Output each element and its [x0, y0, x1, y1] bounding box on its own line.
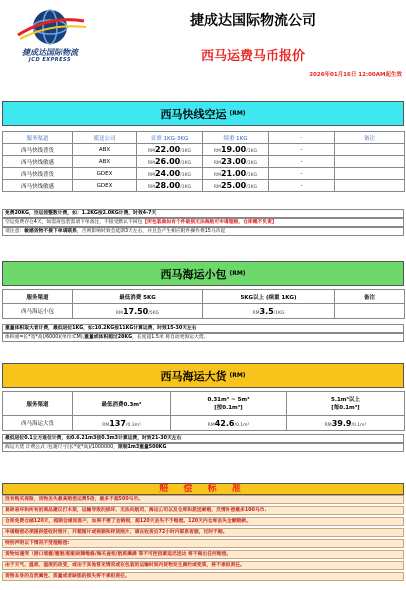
cell-dash: -	[269, 144, 335, 156]
table-row	[3, 144, 405, 156]
small-parcel-note-2: 体积重=长*宽*高(/6000)(单位:CM),重量或体积超过28KG，长度超1.5米 将自动更海运大货。	[2, 333, 404, 342]
cell-first-weight: RM28.00/1KG	[137, 180, 203, 192]
column-header: 服务渠道	[3, 392, 73, 416]
cell-continued-weight: RM21.00/1KG	[203, 168, 269, 180]
table-header-row	[3, 290, 405, 304]
cell-dash: -	[269, 180, 335, 192]
cell-large-volume-price: RM39.9/0.1m³	[287, 416, 405, 431]
cell-company: GDEX	[73, 168, 137, 180]
compensation-line: 特别声明以下情况不受理赔偿:	[2, 539, 404, 548]
compensation-line: 货物本身的自然属性、质量或者缺陷的损失将不承担责任。	[2, 572, 404, 581]
column-header: 5KG以上 (续重 1KG)	[203, 290, 335, 304]
cell-first-weight: RM22.00/1KG	[137, 144, 203, 156]
small-parcel-price-table	[2, 289, 405, 319]
cell-continued-weight: RM23.00/1KG	[203, 156, 269, 168]
big-cargo-section-unit: (RM)	[229, 372, 246, 379]
column-header: 服务渠道	[3, 132, 73, 144]
cell-continued-weight: RM25.00/1KG	[203, 180, 269, 192]
column-header: 续重 1KG	[203, 132, 269, 144]
cell-company: ABX	[73, 144, 137, 156]
air-note-3: 请注意：敏感货物不接下单请联系，否则影响时效会延期3天左右，并且会产生相应附件操作费15马币起	[2, 227, 404, 236]
air-price-table	[2, 131, 405, 192]
cell-company: GDEX	[73, 180, 137, 192]
column-header: 服务渠道	[3, 290, 73, 304]
cell-first-weight: RM26.00/1KG	[137, 156, 203, 168]
table-row	[3, 304, 405, 319]
compensation-line: 易碎易坏和所有的商品建议打木架，运输导致的损坏、无法向航司、海运公司以及仓库和派送索赔，反情补偿最多100马币.	[2, 506, 404, 515]
big-cargo-note-1: 最低进位0.1立方进位计费，如0.6.21m3按0.3m3计算运费，时效21-30天左右	[2, 434, 404, 443]
cell-channel: 西马快线普货	[3, 144, 73, 156]
air-section-header	[2, 101, 404, 126]
column-header: 0.31m³ ~ 5m³ [按0.1m³]	[171, 392, 287, 416]
cell-channel: 西马快线敏感	[3, 156, 73, 168]
cell-min-charge: RM17.50/5KG	[73, 304, 203, 319]
table-row	[3, 416, 405, 431]
cell-remark	[335, 168, 405, 180]
logo-chinese-name: 捷成达国际物流	[22, 48, 78, 57]
table-row	[3, 156, 405, 168]
big-cargo-price-table	[2, 391, 405, 431]
small-parcel-section-unit: (RM)	[229, 270, 246, 277]
cell-channel: 西马快线普货	[3, 168, 73, 180]
logo-english-name: JCD EXPRESS	[28, 57, 72, 63]
table-row	[3, 168, 405, 180]
table-row	[3, 180, 405, 192]
air-section-unit: (RM)	[229, 110, 246, 117]
cell-channel: 西马海运小包	[3, 304, 73, 319]
cell-continued-weight: RM3.5/1KG	[203, 304, 335, 319]
cell-continued-weight: RM19.00/1KG	[203, 144, 269, 156]
company-name: 捷成达国际物流公司	[190, 13, 316, 29]
column-header: 派送公司	[73, 132, 137, 144]
column-header: 最低消费 5KG	[73, 290, 203, 304]
compensation-line: 没有购买保险，货物丢失最高赔偿运费5倍，最多不超500马币。	[2, 495, 404, 504]
company-logo	[4, 5, 96, 67]
compensation-line: 由于天气、温度、湿度的改变，或由于其他常见情况或在包装的运输时间内货物发生腐烂或变质，将不承担责任。	[2, 561, 404, 570]
cell-mid-volume-price: RM42.6/0.1m³	[171, 416, 287, 431]
column-header: 最低消费0.3m³	[73, 392, 171, 416]
globe-logo-icon	[4, 5, 96, 49]
air-section-title: 西马快线空运	[160, 107, 227, 121]
table-header-row	[3, 132, 405, 144]
table-header-row	[3, 392, 405, 416]
column-header: 备注	[335, 132, 405, 144]
page-title: 西马运费马币报价	[200, 49, 305, 64]
small-parcel-section-header	[2, 261, 404, 286]
big-cargo-section-title: 西马海运大货	[160, 369, 227, 383]
cell-remark	[335, 144, 405, 156]
column-header: 备注	[335, 290, 405, 304]
small-parcel-note-1: 重量体积取大者计费，最低进位1KG，如:10.2KG按11KG计算运费，时效15-30天左右	[2, 324, 404, 333]
air-note-1: 免费20KG，空运按整数计费，如：1.2KG按2.0KG计费，时效4-7天	[2, 209, 404, 218]
compensation-line: 仓库免费仓储120天，超期会通知客户，如果不要了会销毁，超120天丢失不予赔偿。120天内仓库丢失全额赔款。	[2, 517, 404, 526]
big-cargo-section-header	[2, 363, 404, 388]
column-header: -	[269, 132, 335, 144]
cell-channel: 西马海运大货	[3, 416, 73, 431]
cell-min-charge: RM137/0.3m³	[73, 416, 171, 431]
small-parcel-section-title: 西马海运小包	[160, 267, 227, 281]
big-cargo-note-2: 海运大货 计费公式 :包裹尺寸(长*宽*高)/1000000，限制1m3重量500KG	[2, 443, 404, 452]
cell-remark	[335, 180, 405, 192]
column-header: 首重 1KG-3KG	[137, 132, 203, 144]
column-header: 5.1m³以上 [每0.1m³]	[287, 392, 405, 416]
cell-dash: -	[269, 156, 335, 168]
compensation-header: 赔 偿 标 准	[2, 483, 404, 495]
compensation-line: 申请赔偿必须提供签收时照片、开箱图片或视频和样货照片，请在收货后72小时内联系客服，过时不赔。	[2, 528, 404, 537]
cell-dash: -	[269, 168, 335, 180]
air-note-2: 空运免费存仓4天，如需再包装需请下单备注，不接受默认不回包【所包装裁如有个件破损无法海航可申请理赔，仓库概不负责】	[2, 218, 404, 227]
cell-company: ABX	[73, 156, 137, 168]
compensation-line: 货物如遇突（港口堵塞/塞港/船舶故障维修/海关查柜/航班爆满 等不可控因素延迟送达 将不做出任何赔偿。	[2, 550, 404, 559]
cell-channel: 西马快线敏感	[3, 180, 73, 192]
effective-date: 2026年01月16日 12:00AM起生效	[309, 72, 402, 78]
cell-remark	[335, 156, 405, 168]
cell-remark	[335, 304, 405, 319]
cell-first-weight: RM24.00/1KG	[137, 168, 203, 180]
